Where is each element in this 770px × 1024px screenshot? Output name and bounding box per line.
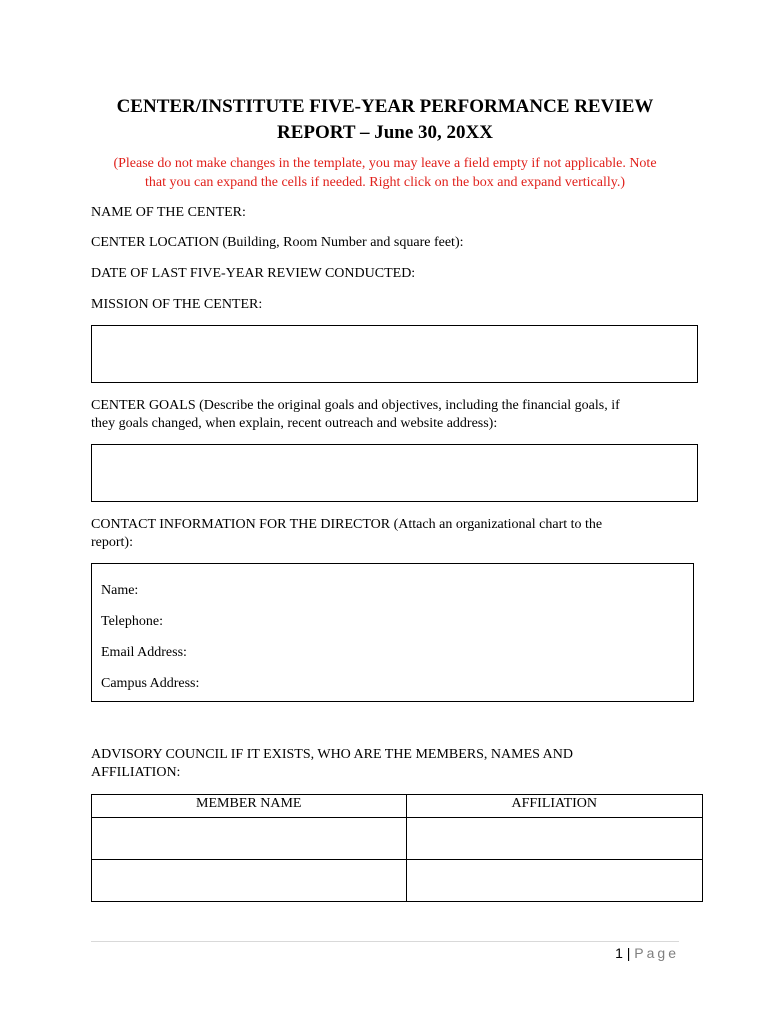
table-header-row: [92, 795, 703, 818]
column-header-member-name: MEMBER NAME: [92, 795, 407, 818]
director-contact-box[interactable]: [91, 563, 694, 702]
page-word: Page: [634, 945, 679, 961]
advisory-council-heading-line1: ADVISORY COUNCIL IF IT EXISTS, WHO ARE THE MEMBERS, NAMES AND: [91, 747, 574, 762]
advisory-council-heading: [91, 746, 701, 782]
center-goals-input-box[interactable]: [91, 444, 698, 502]
contact-campus-address-label: Campus Address:: [101, 676, 200, 691]
center-goals-label: [91, 397, 701, 433]
center-goals-label-line1: CENTER GOALS (Describe the original goals and objectives, including the financial goals, if: [91, 398, 620, 413]
table-row: [92, 818, 703, 860]
advisory-council-heading-line2: AFFILIATION:: [91, 765, 181, 780]
affiliation-cell[interactable]: [406, 818, 703, 860]
mission-input-box[interactable]: [91, 325, 698, 383]
page-number-separator: |: [622, 945, 635, 961]
director-contact-label-line1: CONTACT INFORMATION FOR THE DIRECTOR (Attach an organizational chart to the: [91, 517, 603, 532]
last-review-date-label: DATE OF LAST FIVE-YEAR REVIEW CONDUCTED:: [91, 266, 416, 281]
table-row: [92, 860, 703, 902]
center-name-label: NAME OF THE CENTER:: [91, 205, 246, 220]
center-location-label: CENTER LOCATION (Building, Room Number and square feet):: [91, 235, 464, 250]
footer-divider: [91, 941, 679, 942]
column-header-affiliation: AFFILIATION: [406, 795, 703, 818]
page-number: [615, 944, 679, 962]
document-title: [60, 94, 710, 146]
center-goals-label-line2: they goals changed, when explain, recent outreach and website address):: [91, 416, 498, 431]
instructions-note: [60, 154, 710, 192]
contact-email-label: Email Address:: [101, 645, 187, 660]
instructions-line1: (Please do not make changes in the template, you may leave a field empty if not applicable. Note: [113, 156, 657, 171]
document-title-line2: REPORT – June 30, 20XX: [277, 122, 493, 143]
affiliation-cell[interactable]: [406, 860, 703, 902]
document-title-line1: CENTER/INSTITUTE FIVE-YEAR PERFORMANCE REVIEW: [116, 96, 654, 117]
instructions-line2: that you can expand the cells if needed. Right click on the box and expand vertically.): [145, 175, 625, 190]
contact-telephone-label: Telephone:: [101, 614, 163, 629]
advisory-council-table: [91, 794, 703, 902]
director-contact-label-line2: report):: [91, 535, 133, 550]
director-contact-label: [91, 516, 701, 552]
page-number-value: 1: [615, 945, 623, 961]
member-name-cell[interactable]: [92, 818, 407, 860]
contact-name-label: Name:: [101, 583, 139, 598]
member-name-cell[interactable]: [92, 860, 407, 902]
mission-label: MISSION OF THE CENTER:: [91, 297, 263, 312]
